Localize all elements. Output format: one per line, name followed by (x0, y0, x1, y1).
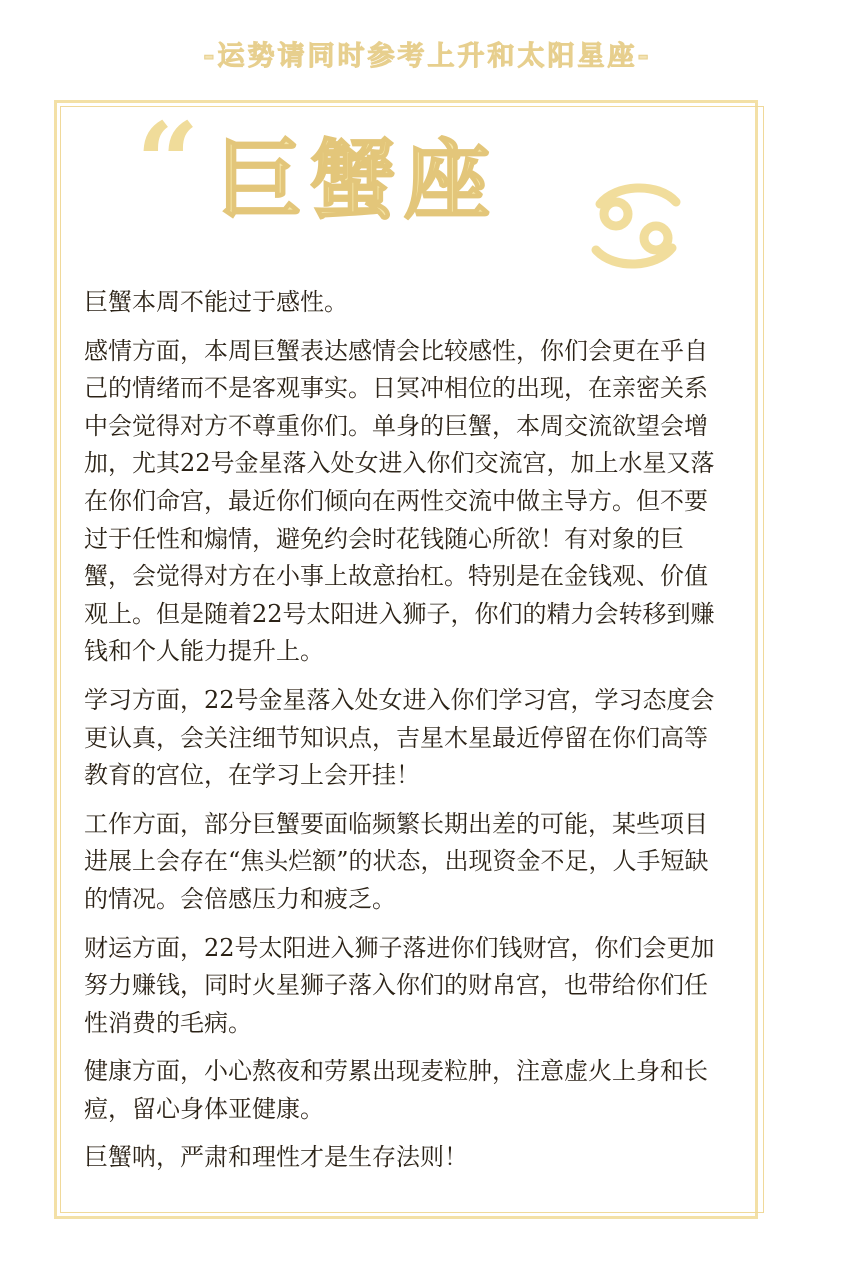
cancer-zodiac-icon (586, 176, 686, 276)
paragraph-study: 学习方面，22号金星落入处女进入你们学习宫，学习态度会更认真，会关注细节知识点，吉星木星最近停留在你们高等教育的宫位，在学习上会开挂！ (84, 685, 715, 790)
paragraph-wealth: 财运方面，22号太阳进入狮子落进你们钱财宫，你们会更加努力赚钱，同时火星狮子落入你们的财帛宫，也带给你们任性消费的毛病。 (84, 933, 715, 1037)
paragraph-summary: 巨蟹本周不能过于感性。 (84, 288, 348, 316)
horoscope-content (84, 284, 724, 1188)
paragraph-love: 感情方面，本周巨蟹表达感情会比较感性，你们会更在乎自己的情绪而不是客观事实。日冥冲相位的出现，在亲密关系中会觉得对方不尊重你们。单身的巨蟹，本周交流欲望会增加，尤其22号金星落入处女进入你们交流宫，加上水星又落在你们命宫，最近你们倾向在两性交流中做主导方。但不要过于任性和煽情，避免约会时花钱随心所欲！有对象的巨蟹，会觉得对方在小事上故意抬杠。特别是在金钱观、价值观上。但是随着22号太阳进入狮子，你们的精力会转移到赚钱和个人能力提升上。 (84, 336, 715, 666)
header-note: -运势请同时参考上升和太阳星座- (203, 41, 652, 72)
quote-mark: “ (136, 98, 200, 227)
paragraph-closing: 巨蟹呐，严肃和理性才是生存法则！ (84, 1143, 468, 1172)
paragraph-work: 工作方面，部分巨蟹要面临频繁长期出差的可能，某些项目进展上会存在“焦头烂额”的状态，出现资金不足，人手短缺的情况。会倍感压力和疲乏。 (84, 809, 709, 913)
paragraph-health: 健康方面，小心熬夜和劳累出现麦粒肿，注意虚火上身和长痘，留心身体亚健康。 (84, 1057, 708, 1123)
sign-title: 巨蟹座 (216, 131, 498, 231)
